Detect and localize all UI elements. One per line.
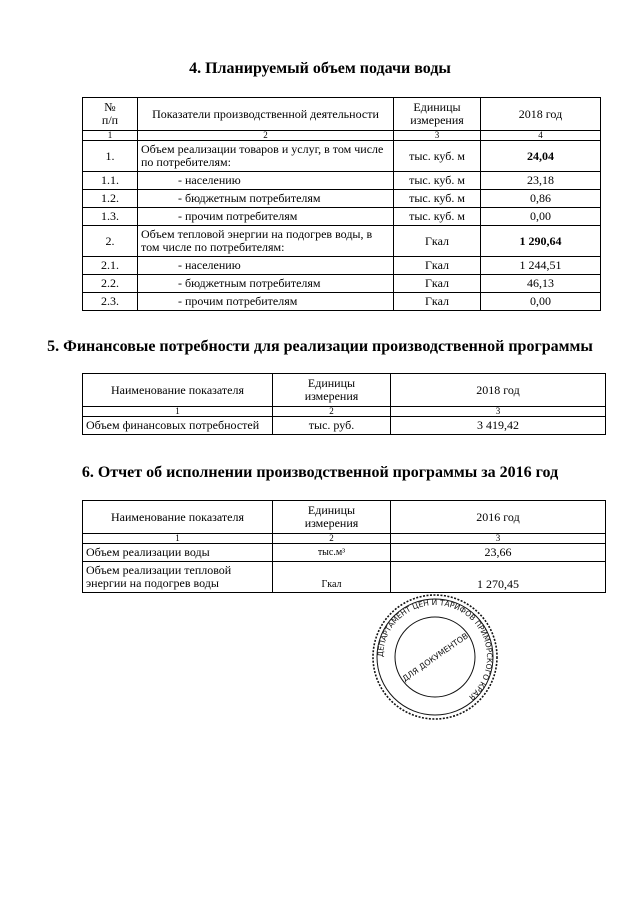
row-name: - прочим потребителям <box>138 293 394 311</box>
header-cell: № п/п <box>83 98 138 131</box>
table-row <box>83 257 601 275</box>
seal-inner-text: ДЛЯ ДОКУМЕНТОВ <box>400 631 470 684</box>
official-seal-stamp <box>370 590 500 725</box>
col-number: 2 <box>138 131 394 141</box>
row-name: - бюджетным потребителям <box>138 275 394 293</box>
row-value: 0,00 <box>481 293 601 311</box>
header-cell: 2016 год <box>391 501 606 534</box>
row-value: 0,00 <box>481 208 601 226</box>
column-number-row <box>83 534 606 544</box>
row-number: 1.2. <box>83 190 138 208</box>
row-value: 1 244,51 <box>481 257 601 275</box>
row-name: Объем финансовых потребностей <box>83 417 273 435</box>
section-6-title: 6. Отчет об исполнении производственной программы за 2016 год <box>81 464 559 481</box>
row-value: 24,04 <box>481 141 601 172</box>
row-name: Объем реализации воды <box>83 544 273 562</box>
row-value: 3 419,42 <box>391 417 606 435</box>
section-5-title: 5. Финансовые потребности для реализации производственной программы <box>47 338 593 355</box>
water-supply-table <box>82 97 601 311</box>
col-number: 2 <box>273 534 391 544</box>
table-row <box>83 293 601 311</box>
header-cell: Единицы измерения <box>273 374 391 407</box>
table-row <box>83 172 601 190</box>
row-name: Объем реализации товаров и услуг, в том числе по потребителям: <box>138 141 394 172</box>
header-cell: 2018 год <box>481 98 601 131</box>
row-value: 23,66 <box>391 544 606 562</box>
row-number: 1.1. <box>83 172 138 190</box>
col-number: 3 <box>391 407 606 417</box>
row-unit: тыс. куб. м <box>394 190 481 208</box>
row-unit: Гкал <box>273 562 391 593</box>
table-header-row <box>83 501 606 534</box>
row-unit: Гкал <box>394 257 481 275</box>
row-name: - прочим потребителям <box>138 208 394 226</box>
col-number: 1 <box>83 131 138 141</box>
row-number: 2.1. <box>83 257 138 275</box>
table-row <box>83 417 606 435</box>
seal-outer-text: ДЕПАРТАМЕНТ ЦЕН И ТАРИФОВ ПРИМОРСКОГО КРАЯ <box>375 597 495 702</box>
col-number: 4 <box>481 131 601 141</box>
header-cell: Наименование показателя <box>83 374 273 407</box>
col-number: 3 <box>391 534 606 544</box>
column-number-row <box>83 407 606 417</box>
row-value: 1 270,45 <box>391 562 606 593</box>
row-unit: тыс. куб. м <box>394 208 481 226</box>
row-value: 1 290,64 <box>481 226 601 257</box>
row-number: 2. <box>83 226 138 257</box>
table-header-row <box>83 98 601 131</box>
row-unit: тыс.м³ <box>273 544 391 562</box>
row-unit: тыс. куб. м <box>394 172 481 190</box>
row-name: - бюджетным потребителям <box>138 190 394 208</box>
row-unit: Гкал <box>394 275 481 293</box>
header-cell: Единицы измерения <box>394 98 481 131</box>
table-row <box>83 208 601 226</box>
table-header-row <box>83 374 606 407</box>
row-unit: тыс. руб. <box>273 417 391 435</box>
col-number: 1 <box>83 534 273 544</box>
column-number-row <box>83 131 601 141</box>
row-value: 0,86 <box>481 190 601 208</box>
row-number: 2.3. <box>83 293 138 311</box>
row-number: 1. <box>83 141 138 172</box>
row-number: 2.2. <box>83 275 138 293</box>
program-report-table <box>82 500 606 593</box>
table-row <box>83 275 601 293</box>
row-name: Объем реализации тепловой энергии на подогрев воды <box>83 562 273 593</box>
header-cell: Наименование показателя <box>83 501 273 534</box>
row-unit: Гкал <box>394 226 481 257</box>
row-name: Объем тепловой энергии на подогрев воды, в том числе по потребителям: <box>138 226 394 257</box>
row-name: - населению <box>138 257 394 275</box>
financial-needs-table <box>82 373 606 435</box>
section-4-title: 4. Планируемый объем подачи воды <box>189 60 451 77</box>
table-row <box>83 190 601 208</box>
header-cell: Единицы измерения <box>273 501 391 534</box>
row-value: 46,13 <box>481 275 601 293</box>
table-row <box>83 562 606 593</box>
header-cell: Показатели производственной деятельности <box>138 98 394 131</box>
col-number: 3 <box>394 131 481 141</box>
row-value: 23,18 <box>481 172 601 190</box>
header-cell: 2018 год <box>391 374 606 407</box>
row-name: - населению <box>138 172 394 190</box>
col-number: 2 <box>273 407 391 417</box>
row-number: 1.3. <box>83 208 138 226</box>
col-number: 1 <box>83 407 273 417</box>
row-unit: Гкал <box>394 293 481 311</box>
row-unit: тыс. куб. м <box>394 141 481 172</box>
table-row <box>83 544 606 562</box>
table-row <box>83 141 601 172</box>
table-row <box>83 226 601 257</box>
